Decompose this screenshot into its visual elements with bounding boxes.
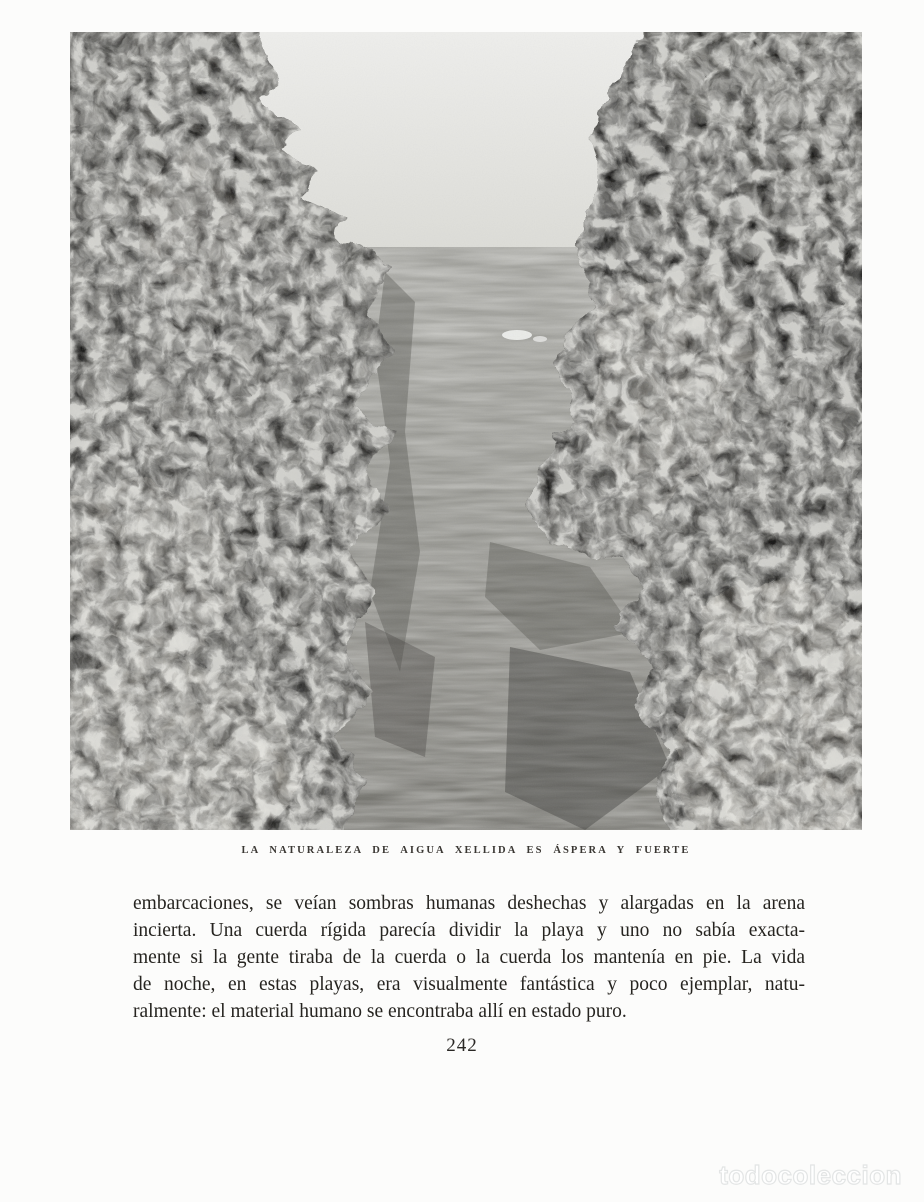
text-line: incierta. Una cuerda rígida parecía dividir la playa y uno no sabía exacta- bbox=[133, 920, 805, 941]
photo-rocky-inlet bbox=[70, 32, 862, 830]
page-number: 242 bbox=[446, 1035, 478, 1056]
watermark: todocoleccion bbox=[719, 1160, 902, 1190]
body-paragraph bbox=[133, 890, 805, 1025]
text-line: mente si la gente tiraba de la cuerda o la cuerda los mantenía en pie. La vida bbox=[133, 947, 805, 968]
photo-caption: LA NATURALEZA DE AIGUA XELLIDA ES ÁSPERA Y FUERTE bbox=[241, 845, 691, 856]
film-grain bbox=[70, 32, 862, 830]
text-line: embarcaciones, se veían sombras humanas deshechas y alargadas en la arena bbox=[133, 893, 805, 914]
photo-image bbox=[70, 32, 862, 830]
text-line: ralmente: el material humano se encontraba allí en estado puro. bbox=[133, 1001, 627, 1022]
text-line: de noche, en estas playas, era visualmente fantástica y poco ejemplar, natu- bbox=[133, 974, 805, 995]
